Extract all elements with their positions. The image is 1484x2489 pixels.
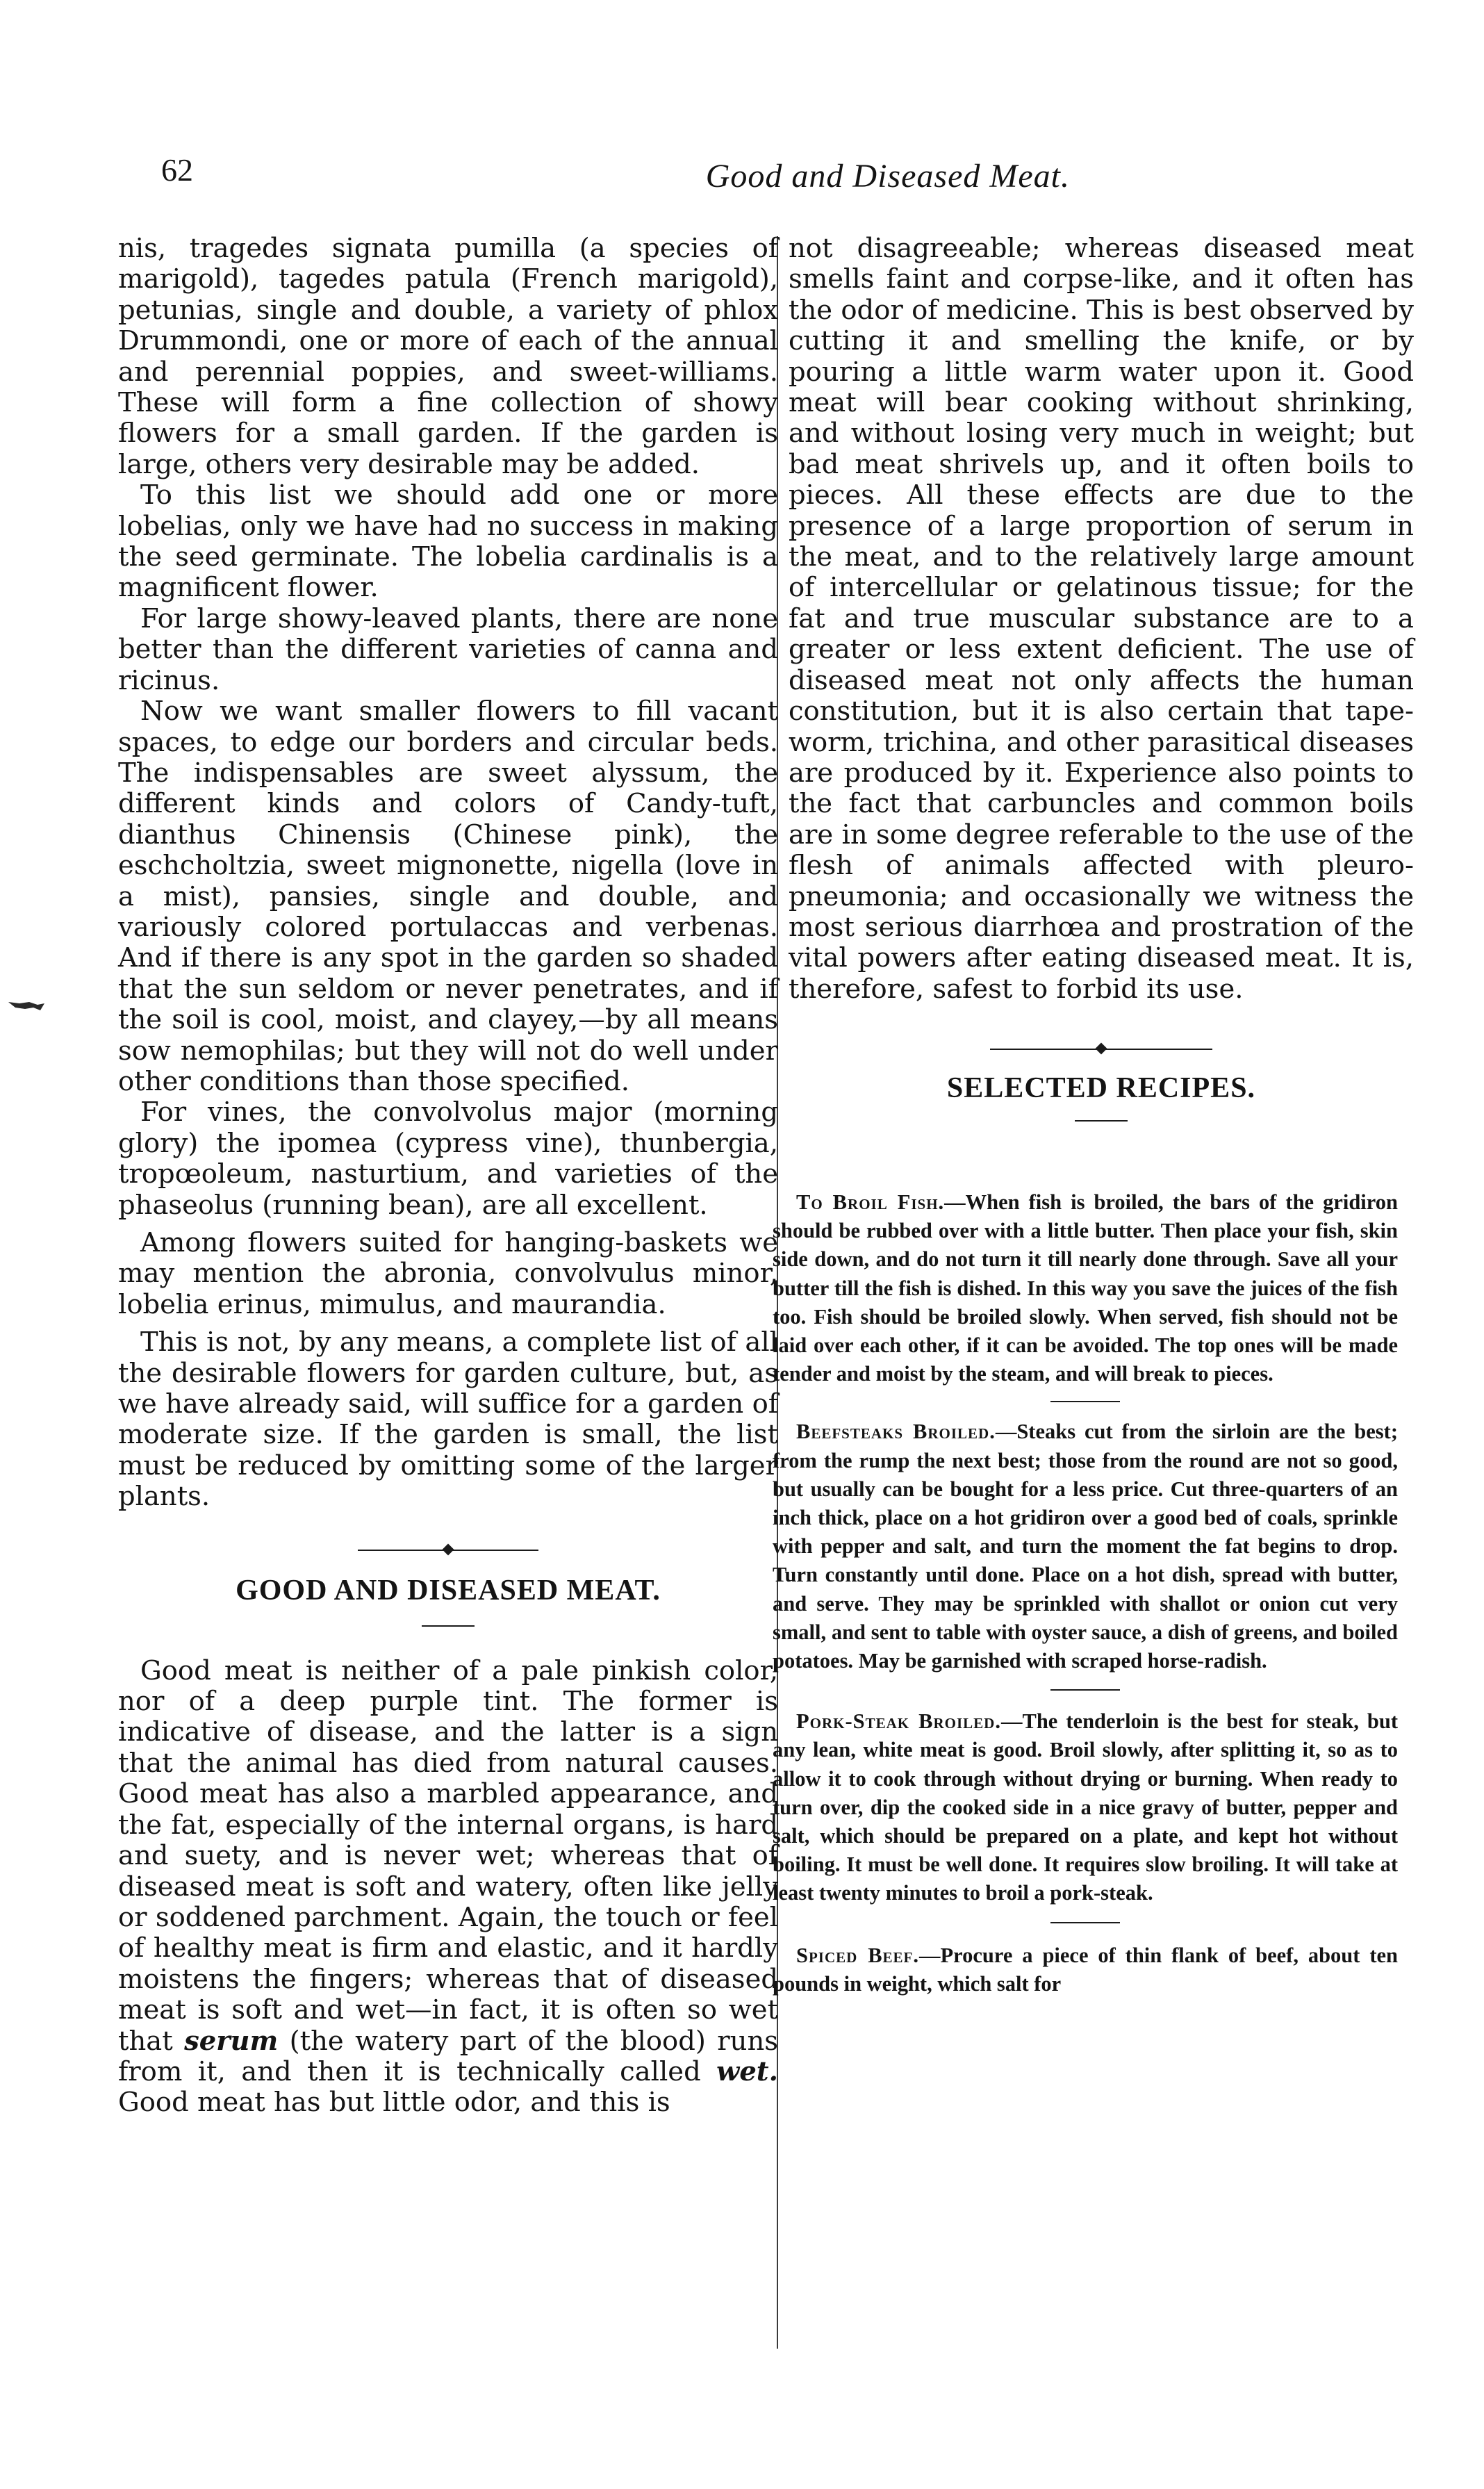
text-run: Good meat has but little odor, and this is (118, 2087, 670, 2119)
section-heading: SELECTED RECIPES. (946, 1072, 1256, 1105)
text-run: (the watery part of the blood) runs from it, and then it is technically called (118, 2025, 778, 2087)
paragraph: Now we want smaller flowers to fill vacant spaces, to edge our borders and circular beds. The indispensables are sweet alyssum, the different kinds and colors of Candy-tuft, dianthus Chinensis (Chinese pink), the eschcholtzia, sweet mignonette, nigella (love in a mist), pansies, single and double, and variously colored portulaccas and verbenas. And if there is any spot in the garden so shaded that the sun seldom or never penetrates, and if the soil is cool, moist, and clayey,—by all means sow nemophilas; but they will not do well under other conditions than those specified. (118, 696, 778, 1097)
recipe (773, 1188, 1398, 1388)
paragraph: To this list we should add one or more lobelias, only we have had no success in making the seed germinate. The lobelia cardinalis is a magnificent flower. (118, 479, 778, 604)
italic-term: serum (184, 2025, 279, 2057)
recipe (773, 1707, 1398, 1907)
left-column (118, 233, 778, 2119)
italic-term: wet. (716, 2055, 778, 2087)
recipe-title: Beefsteaks Broiled. (796, 1420, 996, 1444)
recipe-text: —The tenderloin is the best for steak, but any lean, white meat is good. Broil slowly, after splitting it, so as to allow it to cook through without drying or burning. When ready to turn over, dip the cooked side in a nice gravy of butter, pepper and salt, which should be prepared on a plate, and kept hot without boiling. It must be well done. It requires slow broiling. It will take at least twenty minutes to broil a pork-steak. (773, 1709, 1398, 1905)
paragraph (118, 1656, 778, 2119)
heading-rule (422, 1625, 475, 1627)
recipe-divider (1050, 1401, 1120, 1402)
recipe-text: —When fish is broiled, the bars of the gridiron should be rubbed over with a little butter. Then place your fish, skin side down, and do not turn it till nearly done through. Save all your butter till the fish is dished. In this way you save the juices of the fish too. Fish should be broiled slowly. When served, fish should not be laid over each other, if it can be avoided. The top ones will be made tender and moist by the steam, and will break to pieces. (773, 1190, 1398, 1386)
recipe-text: —Procure a piece of thin flank of beef, about ten pounds in weight, which salt for (773, 1943, 1398, 1996)
heading-rule (1075, 1120, 1128, 1122)
right-column (789, 233, 1414, 1122)
paragraph: not disagreeable; whereas diseased meat smells faint and corpse-like, and it often has the odor of medicine. This is best observed by cutting it and smelling the knife, or by pouring a little warm water upon it. Good meat will bear cooking without shrinking, and without losing very much in weight; but bad meat shrivels up, and it often boils to pieces. All these effects are due to the presence of a large proportion of serum in the meat, and to the relatively large amount of intercellular or gelatinous tissue; for the fat and true muscular substance are to a greater or less extent deficient. The use of diseased meat not only affects the human constitution, but it is also certain that tape-worm, trichina, and other parasitical diseases are produced by it. Experience also points to the fact that carbuncles and common boils are in some degree referable to the use of the flesh of animals affected with pleuro-pneumonia; and occasionally we witness the most serious diarrhœa and prostration of the vital powers after eating diseased meat. It is, therefore, safest to forbid its use. (789, 233, 1414, 1005)
recipe-divider (1050, 1689, 1120, 1691)
ornament-divider (358, 1545, 538, 1556)
paragraph: nis, tragedes signata pumilla (a species of marigold), tagedes patula (French marigold), petunias, single and double, a variety of phlox Drummondi, one or more of each of the annual and perennial poppies, and sweet-williams. These will form a fine collection of showy flowers for a small garden. If the garden is large, others very desirable may be added. (118, 233, 778, 480)
page-number: 62 (161, 152, 193, 188)
paragraph: For vines, the convolvolus major (morning glory) the ipomea (cypress vine), thunbergia, tropœoleum, nasturtium, and varieties of the phaseolus (running bean), are all excellent. (118, 1096, 778, 1221)
recipe-title: Spiced Beef. (796, 1943, 920, 1967)
recipe (773, 1418, 1398, 1675)
recipe-title: Pork-Steak Broiled. (796, 1709, 1001, 1734)
recipe-title: To Broil Fish. (796, 1190, 945, 1214)
text-run: Good meat is neither of a pale pinkish color, nor of a deep purple tint. The former is indicative of disease, and the latter is a sign that the animal has died from natural causes. Good meat has also a marbled appearance, and the fat, especially of the internal organs, is hard and suety, and is never wet; whereas that of diseased meat is soft and watery, often like jelly or soddened parchment. Again, the touch or feel of healthy meat is firm and elastic, and it hardly moistens the fingers; whereas that of diseased meat is soft and wet—in fact, it is often so wet that (118, 1654, 778, 2057)
paragraph: Among flowers suited for hanging-baskets we may mention the abronia, convolvulus minor, lobelia erinus, mimulus, and maurandia. (118, 1227, 778, 1320)
margin-mark-icon (6, 995, 47, 1021)
section-heading: GOOD AND DISEASED MEAT. (236, 1574, 661, 1607)
recipe-text: —Steaks cut from the sirloin are the best; from the rump the next best; those from the round are not so good, but usually can be bought for a less price. Cut three-quarters of an inch thick, place on a hot gridiron over a good bed of coals, sprinkle with pepper and salt, and turn the moment the fat begins to drop. Turn constantly until done. Place on a hot dish, spread with butter, and serve. They may be sprinkled with shallot or onion cut very small, and sent to table with oyster sauce, a dish of greens, and boiled potatoes. May be garnished with scraped horse-radish. (773, 1420, 1398, 1673)
recipe (773, 1941, 1398, 1998)
recipe-divider (1050, 1922, 1120, 1923)
running-title: Good and Diseased Meat. (705, 158, 1070, 195)
recipes-column (773, 1188, 1398, 1998)
paragraph: For large showy-leaved plants, there are none better than the different varieties of canna and ricinus. (118, 602, 778, 696)
ornament-divider (990, 1044, 1212, 1055)
paragraph: This is not, by any means, a complete list of all the desirable flowers for garden culture, but, as we have already said, will suffice for a garden of moderate size. If the garden is small, the list must be reduced by omitting some of the larger plants. (118, 1326, 778, 1513)
